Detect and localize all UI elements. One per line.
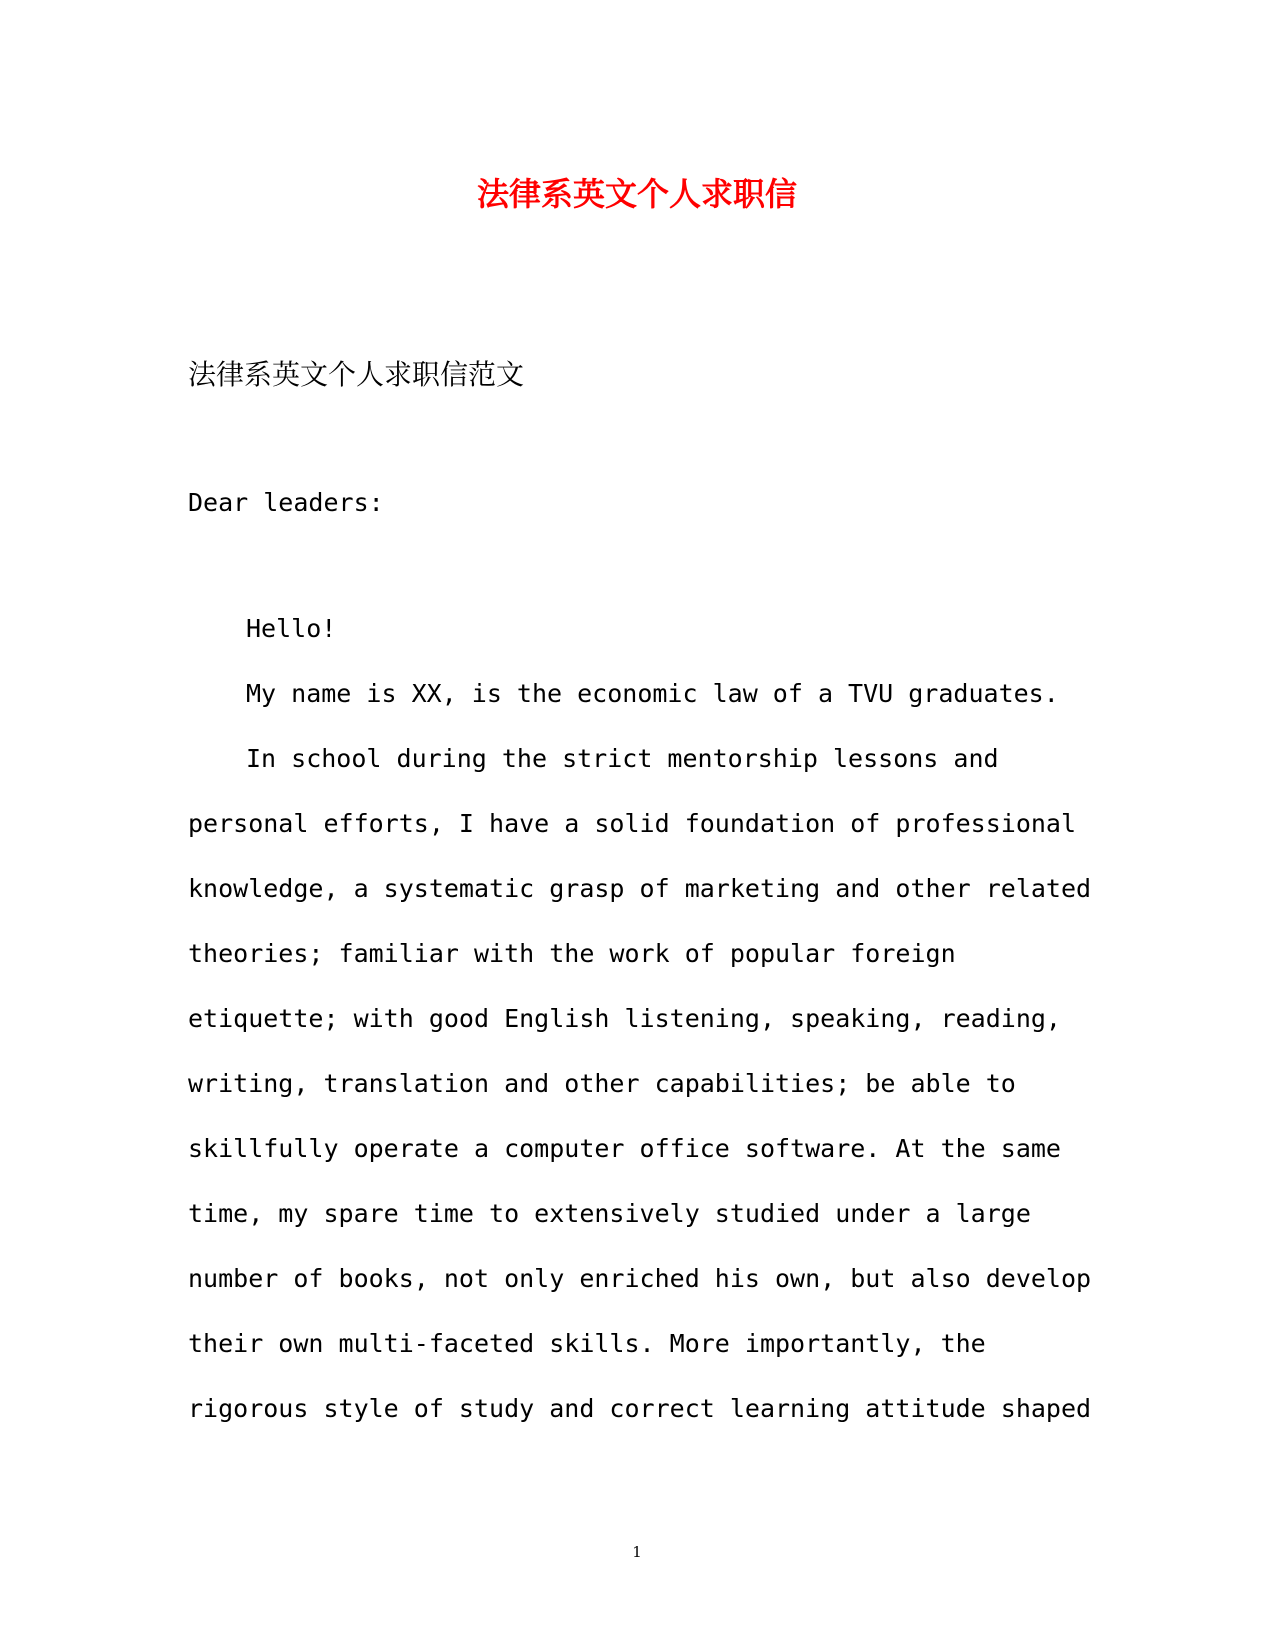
body-line: writing, translation and other capabilities; be able to bbox=[188, 1069, 1016, 1098]
body-line: rigorous style of study and correct learning attitude shaped bbox=[188, 1394, 1092, 1423]
page-number: 1 bbox=[632, 1543, 642, 1561]
document-subtitle: 法律系英文个人求职信范文 bbox=[188, 358, 525, 391]
body-line: knowledge, a systematic grasp of marketing and other related bbox=[188, 874, 1092, 903]
document-title: 法律系英文个人求职信 bbox=[476, 175, 797, 213]
body-line: skillfully operate a computer office software. At the same bbox=[188, 1134, 1061, 1163]
body-line: their own multi-faceted skills. More importantly, the bbox=[188, 1329, 986, 1358]
greeting: Hello! bbox=[246, 614, 337, 643]
body-line: time, my spare time to extensively studied under a large bbox=[188, 1199, 1031, 1228]
body-line: etiquette; with good English listening, speaking, reading, bbox=[188, 1004, 1061, 1033]
salutation: Dear leaders: bbox=[188, 488, 384, 517]
body-line: number of books, not only enriched his own, but also develop bbox=[188, 1264, 1092, 1293]
body-line: In school during the strict mentorship lessons and bbox=[246, 744, 999, 773]
body-line: My name is XX, is the economic law of a TVU graduates. bbox=[246, 679, 1059, 708]
body-line: personal efforts, I have a solid foundation of professional bbox=[188, 809, 1077, 838]
body-line: theories; familiar with the work of popular foreign bbox=[188, 939, 956, 968]
